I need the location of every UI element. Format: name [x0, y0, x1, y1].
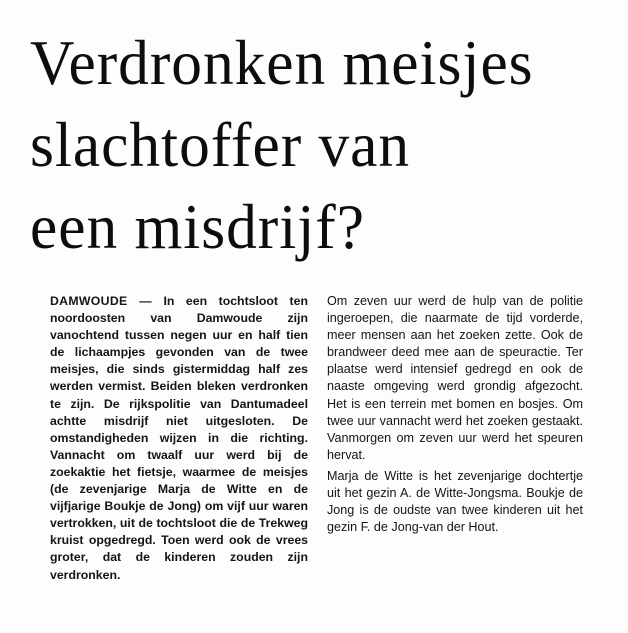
- right-paragraph-1: Om zeven uur werd de hulp van de politie ingeroepen, die naarmate de tijd vorderde, meer mensen aan het zoeken zette. Ook de brandweer deed mee aan de speuractie. Ter plaatse werd intensief gedregd en ook de naaste omgeving werd grondig afgezocht. Het is een terrein met bomen en bosjes. Om twee uur vannacht werd het zoeken gestaakt. Vanmorgen om zeven uur werd het speuren hervat.: [327, 294, 583, 462]
- headline-line-2: slachtoffer van: [30, 109, 411, 180]
- headline-line-3: een misdrijf?: [30, 191, 365, 262]
- left-column-text: In een tochtsloot ten noordoosten van Damwoude zijn vanochtend tussen negen uur en half tien de lichaampjes gevonden van de twee meisjes, die sinds gistermiddag half zes werden vermist. Beiden bleken verdronken te zijn. De rijkspolitie van Dantumadeel achtte misdrijf niet uitgesloten. De omstandigheden wijzen in die richting. Vannacht om twaalf uur werd bij de zoekaktie het fietsje, waarmee de meisjes (de zevenjarige Marja de Witte en de vijfjarige Boukje de Jong) om vijf uur waren vertrokken, uit de tochtsloot die de Trekweg kruist opgedregd. Toen werd ook de vrees groter, dat de kinderen zouden zijn verdronken.: [50, 294, 308, 582]
- dateline: DAMWOUDE —: [50, 294, 152, 308]
- right-column: [327, 293, 583, 536]
- right-paragraph-2: Marja de Witte is het zevenjarige dochtertje uit het gezin A. de Witte-Jongsma. Boukje de Jong is de oudste van twee kinderen uit het gezin F. de Jong-van der Hout.: [327, 468, 583, 535]
- headline-line-1: Verdronken meisjes: [30, 27, 534, 98]
- left-column: [50, 293, 308, 584]
- headline: [30, 22, 587, 268]
- left-paragraph: [50, 293, 308, 584]
